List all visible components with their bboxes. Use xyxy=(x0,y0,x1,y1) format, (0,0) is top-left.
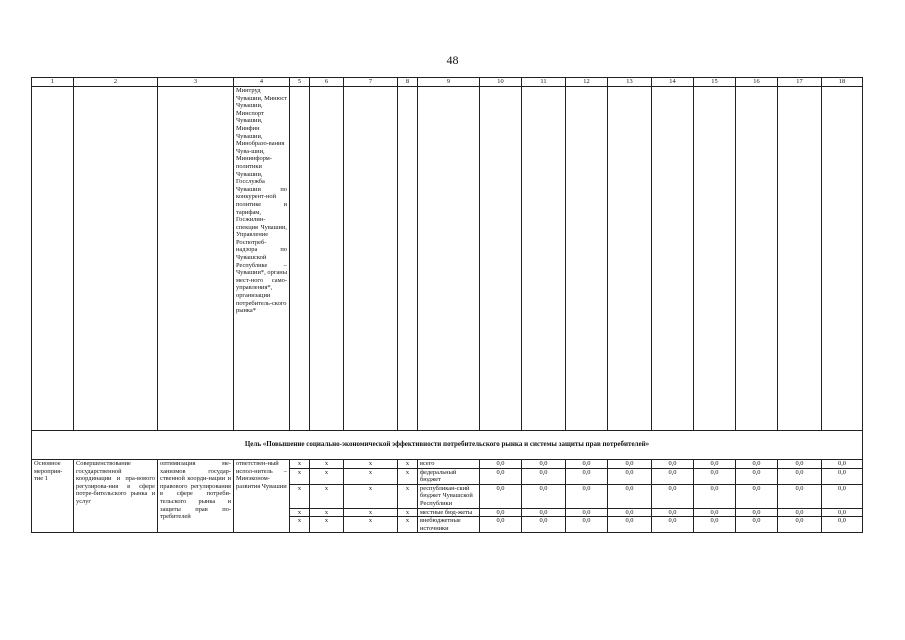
x-mark: x xyxy=(398,460,418,469)
x-mark: x xyxy=(310,508,344,517)
cell-c10 xyxy=(480,87,522,431)
x-mark: x xyxy=(310,468,344,484)
page-number: 48 xyxy=(446,53,459,67)
activity-executor: ответствен-ный испол-нитель – Минэконом-развития Чувашии xyxy=(234,460,290,533)
funding-value: 0,0 xyxy=(566,484,608,508)
x-mark: x xyxy=(310,460,344,469)
x-mark: x xyxy=(344,460,398,469)
column-number-5: 5 xyxy=(290,78,310,87)
funding-value: 0,0 xyxy=(480,460,522,469)
activity-name: Совершенствование государственной координации и пра-вового регулирова-ния в сфере потре-бительского рынка и услуг xyxy=(74,460,158,533)
funding-value: 0,0 xyxy=(778,484,822,508)
x-mark: x xyxy=(290,517,310,533)
funding-source: всего xyxy=(418,460,480,469)
column-number-row xyxy=(32,78,863,87)
funding-value: 0,0 xyxy=(778,460,822,469)
funding-value: 0,0 xyxy=(522,460,566,469)
column-number-9: 9 xyxy=(418,78,480,87)
funding-value: 0,0 xyxy=(822,517,863,533)
funding-value: 0,0 xyxy=(694,484,736,508)
cell-c3 xyxy=(158,87,234,431)
cell-c15 xyxy=(694,87,736,431)
funding-value: 0,0 xyxy=(736,484,778,508)
funding-value: 0,0 xyxy=(694,517,736,533)
funding-source: республикан-ский бюджет Чувашской Республики xyxy=(418,484,480,508)
x-mark: x xyxy=(398,468,418,484)
x-mark: x xyxy=(290,484,310,508)
funding-source: внебюджетные источники xyxy=(418,517,480,533)
funding-value: 0,0 xyxy=(522,517,566,533)
column-number-1: 1 xyxy=(32,78,74,87)
funding-row xyxy=(32,460,863,469)
x-mark: x xyxy=(290,460,310,469)
cell-c14 xyxy=(652,87,694,431)
column-number-16: 16 xyxy=(736,78,778,87)
column-number-8: 8 xyxy=(398,78,418,87)
funding-value: 0,0 xyxy=(694,460,736,469)
funding-value: 0,0 xyxy=(566,517,608,533)
goal-heading: Цель «Повышение социально-экономической эффективности потребительского рынка и системы защиты прав потребителей» xyxy=(32,431,863,460)
funding-value: 0,0 xyxy=(566,508,608,517)
column-number-2: 2 xyxy=(74,78,158,87)
x-mark: x xyxy=(310,517,344,533)
x-mark: x xyxy=(398,508,418,517)
column-number-14: 14 xyxy=(652,78,694,87)
funding-source: федеральный бюджет xyxy=(418,468,480,484)
funding-value: 0,0 xyxy=(480,508,522,517)
column-number-17: 17 xyxy=(778,78,822,87)
cell-c8 xyxy=(398,87,418,431)
x-mark: x xyxy=(344,468,398,484)
cell-c5 xyxy=(290,87,310,431)
x-mark: x xyxy=(344,517,398,533)
funding-value: 0,0 xyxy=(778,468,822,484)
x-mark: x xyxy=(398,517,418,533)
column-number-3: 3 xyxy=(158,78,234,87)
column-number-6: 6 xyxy=(310,78,344,87)
goal-row xyxy=(32,431,863,460)
column-number-4: 4 xyxy=(234,78,290,87)
funding-value: 0,0 xyxy=(608,468,652,484)
cell-c13 xyxy=(608,87,652,431)
cell-c1 xyxy=(32,87,74,431)
funding-value: 0,0 xyxy=(608,484,652,508)
activity-type: Основное мероприя-тие 1 xyxy=(32,460,74,533)
funding-source: местные бюд-жеты xyxy=(418,508,480,517)
funding-value: 0,0 xyxy=(736,460,778,469)
activity-description: оптимизация ме-ханизмов государ-ственной коорди-нации и правового регулирования в сфере потреби-тельского рынка и защиты прав по-требителей xyxy=(158,460,234,533)
x-mark: x xyxy=(290,508,310,517)
x-mark: x xyxy=(290,468,310,484)
executors-list: Минтруд Чувашии, Минюст Чувашии, Минспорт Чувашии, Минфин Чувашии, Минобразо-вания Чува-шии, Мининформ-политики Чувашии, Госслужба Чувашии по конкурент-ной политике и тарифам, Госжилин-спекция Чувашии, Управление Роспотреб-надзора по Чувашской Республике – Чувашии*, органы мест-ного само-управления*, организации потребитель-ского рынка* xyxy=(234,87,290,431)
funding-value: 0,0 xyxy=(522,468,566,484)
column-number-7: 7 xyxy=(344,78,398,87)
funding-value: 0,0 xyxy=(480,468,522,484)
funding-value: 0,0 xyxy=(822,508,863,517)
funding-value: 0,0 xyxy=(778,517,822,533)
x-mark: x xyxy=(398,484,418,508)
funding-value: 0,0 xyxy=(566,468,608,484)
funding-value: 0,0 xyxy=(652,468,694,484)
funding-value: 0,0 xyxy=(522,484,566,508)
funding-value: 0,0 xyxy=(566,460,608,469)
funding-value: 0,0 xyxy=(736,468,778,484)
funding-value: 0,0 xyxy=(608,508,652,517)
funding-value: 0,0 xyxy=(652,484,694,508)
funding-value: 0,0 xyxy=(652,508,694,517)
funding-value: 0,0 xyxy=(694,468,736,484)
cell-c6 xyxy=(310,87,344,431)
program-table xyxy=(31,77,863,533)
cell-c16 xyxy=(736,87,778,431)
column-number-12: 12 xyxy=(566,78,608,87)
cell-c7 xyxy=(344,87,398,431)
funding-value: 0,0 xyxy=(480,484,522,508)
funding-value: 0,0 xyxy=(822,468,863,484)
column-number-15: 15 xyxy=(694,78,736,87)
funding-value: 0,0 xyxy=(652,460,694,469)
funding-value: 0,0 xyxy=(480,517,522,533)
table-body xyxy=(32,78,863,533)
cell-c2 xyxy=(74,87,158,431)
funding-value: 0,0 xyxy=(822,460,863,469)
cell-c17 xyxy=(778,87,822,431)
x-mark: x xyxy=(344,484,398,508)
funding-value: 0,0 xyxy=(736,517,778,533)
funding-value: 0,0 xyxy=(694,508,736,517)
funding-value: 0,0 xyxy=(736,508,778,517)
column-number-13: 13 xyxy=(608,78,652,87)
funding-value: 0,0 xyxy=(608,460,652,469)
cell-c18 xyxy=(822,87,863,431)
funding-value: 0,0 xyxy=(608,517,652,533)
column-number-11: 11 xyxy=(522,78,566,87)
column-number-10: 10 xyxy=(480,78,522,87)
x-mark: x xyxy=(344,508,398,517)
funding-value: 0,0 xyxy=(778,508,822,517)
cell-c9 xyxy=(418,87,480,431)
x-mark: x xyxy=(310,484,344,508)
column-number-18: 18 xyxy=(822,78,863,87)
cell-c11 xyxy=(522,87,566,431)
funding-value: 0,0 xyxy=(652,517,694,533)
executors-continuation-row xyxy=(32,87,863,431)
funding-value: 0,0 xyxy=(822,484,863,508)
cell-c12 xyxy=(566,87,608,431)
funding-value: 0,0 xyxy=(522,508,566,517)
